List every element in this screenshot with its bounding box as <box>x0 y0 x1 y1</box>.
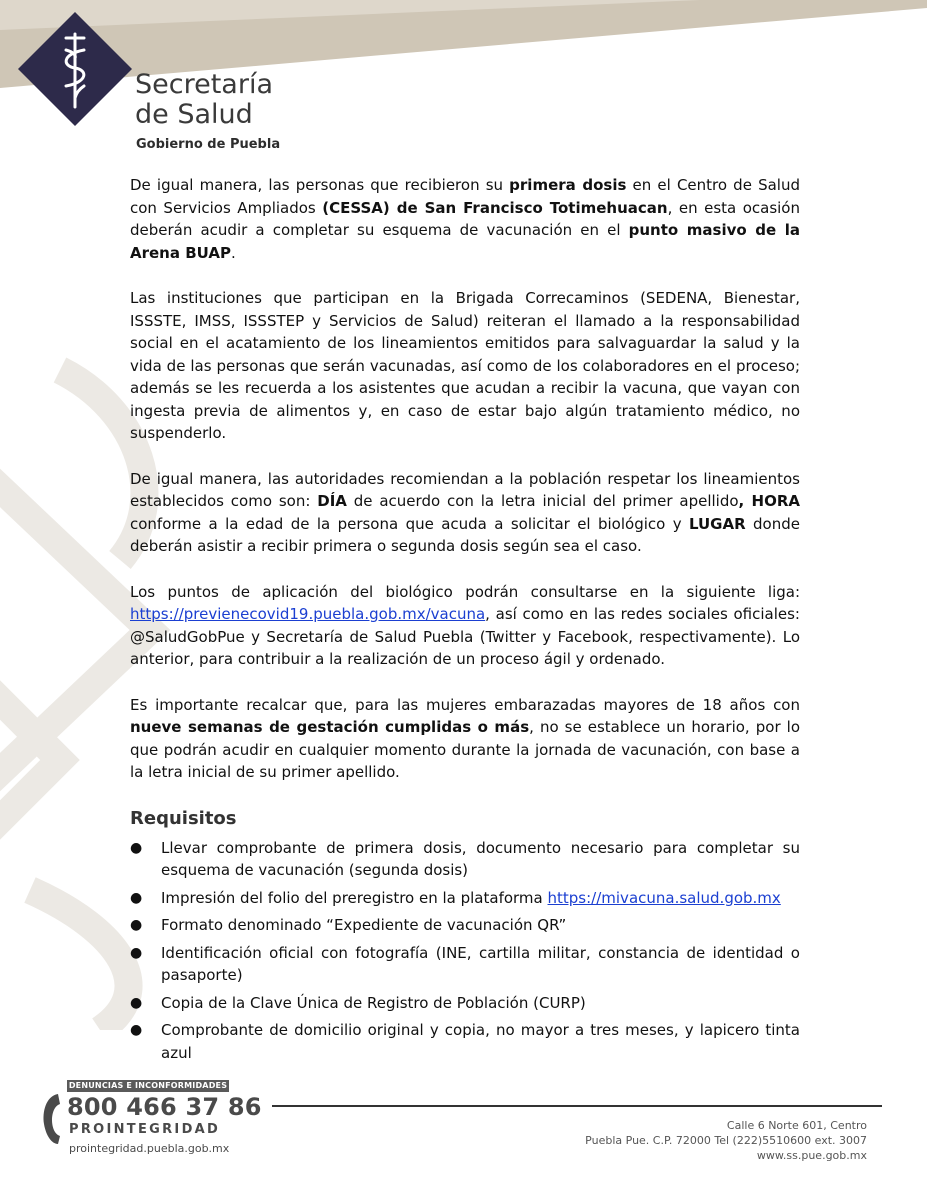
hotline-label: PROINTEGRIDAD <box>69 1122 221 1137</box>
text-run: Llevar comprobante de primera dosis, documento necesario para completar su esquema de vacunación (segunda dosis) <box>161 838 800 879</box>
text-run: Comprobante de domicilio original y copia, no mayor a tres meses, y lapicero tinta azul <box>161 1021 800 1062</box>
text-run: , no se establece un horario, por lo que podrán acudir en cualquier momento durante la jornada de vacunación, con base a la letra inicial de su primer apellido. <box>130 718 800 781</box>
address-url: www.ss.pue.gob.mx <box>756 1149 867 1162</box>
bold-text: punto masivo de la Arena BUAP <box>130 221 800 262</box>
bullet-icon: ● <box>130 917 143 933</box>
caduceus-icon <box>18 12 132 126</box>
bold-text: DÍA <box>317 492 347 510</box>
text-run: . <box>230 243 236 262</box>
hotline-banner: DENUNCIAS E INCONFORMIDADES <box>68 1081 228 1090</box>
bullet-icon: ● <box>130 1022 143 1038</box>
text-run: donde deberán asistir a recibir primera o segunda dosis según sea el caso. <box>130 514 800 555</box>
brand-title-line2: de Salud <box>135 99 253 130</box>
text-run: , así como en las redes sociales oficiales: @SaludGobPue y Secretaría de Salud Puebla (Twitter y Facebook, respectivamente). Lo anterior, para contribuir a la realización de un proceso ágil y ordenado. <box>130 605 800 668</box>
paragraph-4 <box>130 581 800 671</box>
text-run: Impresión del folio del preregistro en la plataforma <box>161 888 548 907</box>
text-run: Copia de la Clave Única de Registro de Población (CURP) <box>161 993 586 1012</box>
text-run: De igual manera, las autoridades recomiendan a la población respetar los lineamientos establecidos como son: <box>130 469 800 510</box>
requirements-list <box>130 837 800 1065</box>
text-run: en el Centro de Salud con Servicios Ampliados <box>130 176 800 217</box>
list-item <box>130 837 800 882</box>
brand-subtitle: Gobierno de Puebla <box>136 137 281 152</box>
bullet-icon: ● <box>130 889 143 906</box>
list-item <box>130 1019 800 1064</box>
bold-text: primera dosis <box>509 176 627 194</box>
link[interactable]: https://previenecovid19.puebla.gob.mx/vacuna <box>130 605 486 623</box>
bold-text: LUGAR <box>688 514 746 533</box>
list-item <box>130 887 800 910</box>
text-run: de acuerdo con la letra inicial del primer apellido <box>346 492 739 510</box>
text-run: Las instituciones que participan en la Brigada Correcaminos (SEDENA, Bienestar, ISSSTE, IMSS, ISSSTEP y Servicios de Salud) reiteran el llamado a la responsabilidad social en el acatamiento de los lineamientos emitidos para salvaguardar la salud y la vida de las personas que serán vacunadas, así como de los colaboradores en el proceso; además se les recuerda a los asistentes que acudan a recibir la vacuna, que vayan con ingesta previa de alimentos y, en caso de estar bajo algún tratamiento médico, no suspenderlo. <box>130 289 800 442</box>
link[interactable]: https://mivacuna.salud.gob.mx <box>547 888 781 907</box>
text-run: , en esta ocasión deberán acudir a completar su esquema de vacunación en el <box>130 198 800 239</box>
list-item <box>130 914 800 937</box>
phone-icon <box>40 1078 64 1158</box>
text-run: Es importante recalcar que, para las mujeres embarazadas mayores de 18 años con <box>130 695 800 714</box>
footer-divider <box>272 1105 882 1107</box>
paragraph-1 <box>130 174 800 264</box>
bullet-icon: ● <box>130 839 143 856</box>
footer-address <box>585 1118 867 1163</box>
text-run: De igual manera, las personas que recibieron su <box>130 176 510 194</box>
paragraph-2 <box>130 287 800 445</box>
list-item <box>130 942 800 987</box>
list-item <box>130 992 800 1015</box>
bold-text: (CESSA) de San Francisco Totimehuacan <box>322 198 668 217</box>
address-line: Calle 6 Norte 601, Centro <box>726 1119 867 1132</box>
text-run: Identificación oficial con fotografía (INE, cartilla militar, constancia de identidad o pasaporte) <box>161 943 800 984</box>
bullet-icon: ● <box>130 994 143 1011</box>
bold-text: nueve semanas de gestación cumplidas o más <box>130 718 530 736</box>
brand-title: Secretaría <box>135 69 273 100</box>
text-run: Formato denominado “Expediente de vacunación QR” <box>161 916 567 934</box>
hotline-url: prointegridad.puebla.gob.mx <box>69 1142 230 1155</box>
document-body <box>130 174 800 1069</box>
paragraph-3 <box>130 468 800 558</box>
paragraph-5 <box>130 694 800 784</box>
hotline-number: 800 466 37 86 <box>67 1093 262 1121</box>
text-run: Los puntos de aplicación del biológico podrán consultarse en la siguiente liga: <box>130 582 800 601</box>
bold-text: , HORA <box>738 492 800 510</box>
bullet-icon: ● <box>130 944 143 961</box>
text-run: conforme a la edad de la persona que acuda a solicitar el biológico y <box>130 514 689 533</box>
address-line: Puebla Pue. C.P. 72000 Tel (222)5510600 ext. 3007 <box>585 1134 867 1147</box>
requirements-title: Requisitos <box>130 807 237 829</box>
